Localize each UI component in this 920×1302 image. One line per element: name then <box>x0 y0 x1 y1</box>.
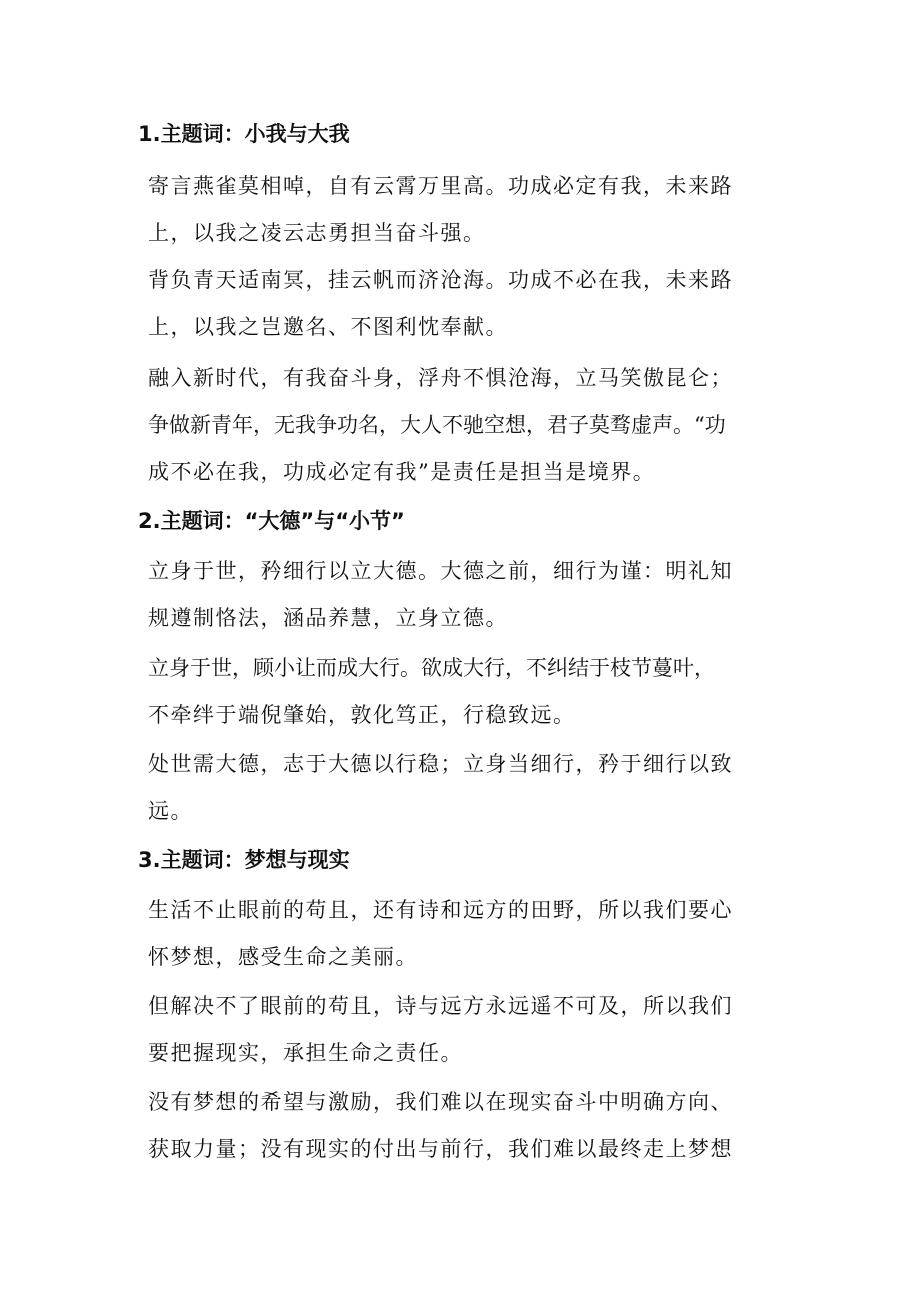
section-1-line-4: 上，以我之岂邀名、不图利忱奉献。 <box>148 315 508 339</box>
section-1-line-5: 融入新时代，有我奋斗身，浮舟不惧沧海，立马笑傲昆仑； <box>148 366 733 390</box>
section-1-line-6: 争做新青年，无我争功名，大人不驰空想，君子莫骛虚声。“功 <box>148 413 726 437</box>
section-2-line-2: 规遵制恪法，涵品养慧，立身立德。 <box>148 606 508 630</box>
section-1-heading: 1.主题词：小我与大我 <box>138 122 350 146</box>
section-1-line-1: 寄言燕雀莫相啅，自有云霄万里高。功成必定有我，未来路 <box>148 174 733 198</box>
section-2-line-6: 远。 <box>148 799 193 823</box>
section-3-line-2: 怀梦想，感受生命之美丽。 <box>148 945 418 969</box>
section-3-line-1: 生活不止眼前的苟且，还有诗和远方的田野，所以我们要心 <box>148 898 733 922</box>
section-1-line-2: 上，以我之凌云志勇担当奋斗强。 <box>148 221 486 245</box>
section-3-line-3: 但解决不了眼前的苟且，诗与远方永远遥不可及，所以我们 <box>148 994 733 1018</box>
section-2-heading: 2.主题词：“大德”与“小节” <box>138 509 405 533</box>
section-2-line-3: 立身于世，顾小让而成大行。欲成大行，不纠结于枝节蔓叶， <box>148 656 715 680</box>
section-1-line-7: 成不必在我，功成必定有我”是责任是担当是境界。 <box>148 460 656 484</box>
section-2-line-5: 处世需大德，志于大德以行稳；立身当细行，矜于细行以致 <box>148 752 733 776</box>
section-2-line-1: 立身于世，矜细行以立大德。大德之前，细行为谨：明礼知 <box>148 559 733 583</box>
section-3-line-6: 获取力量；没有现实的付出与前行，我们难以最终走上梦想 <box>148 1137 733 1161</box>
section-3-line-5: 没有梦想的希望与激励，我们难以在现实奋斗中明确方向、 <box>148 1090 733 1114</box>
section-2-line-4: 不牵绊于端倪肇始，敦化笃正，行稳致远。 <box>148 703 576 727</box>
section-1-line-3: 背负青天适南冥，挂云帆而济沧海。功成不必在我，未来路 <box>148 268 733 292</box>
section-3-heading: 3.主题词：梦想与现实 <box>138 848 350 872</box>
section-3-line-4: 要把握现实，承担生命之责任。 <box>148 1041 463 1065</box>
